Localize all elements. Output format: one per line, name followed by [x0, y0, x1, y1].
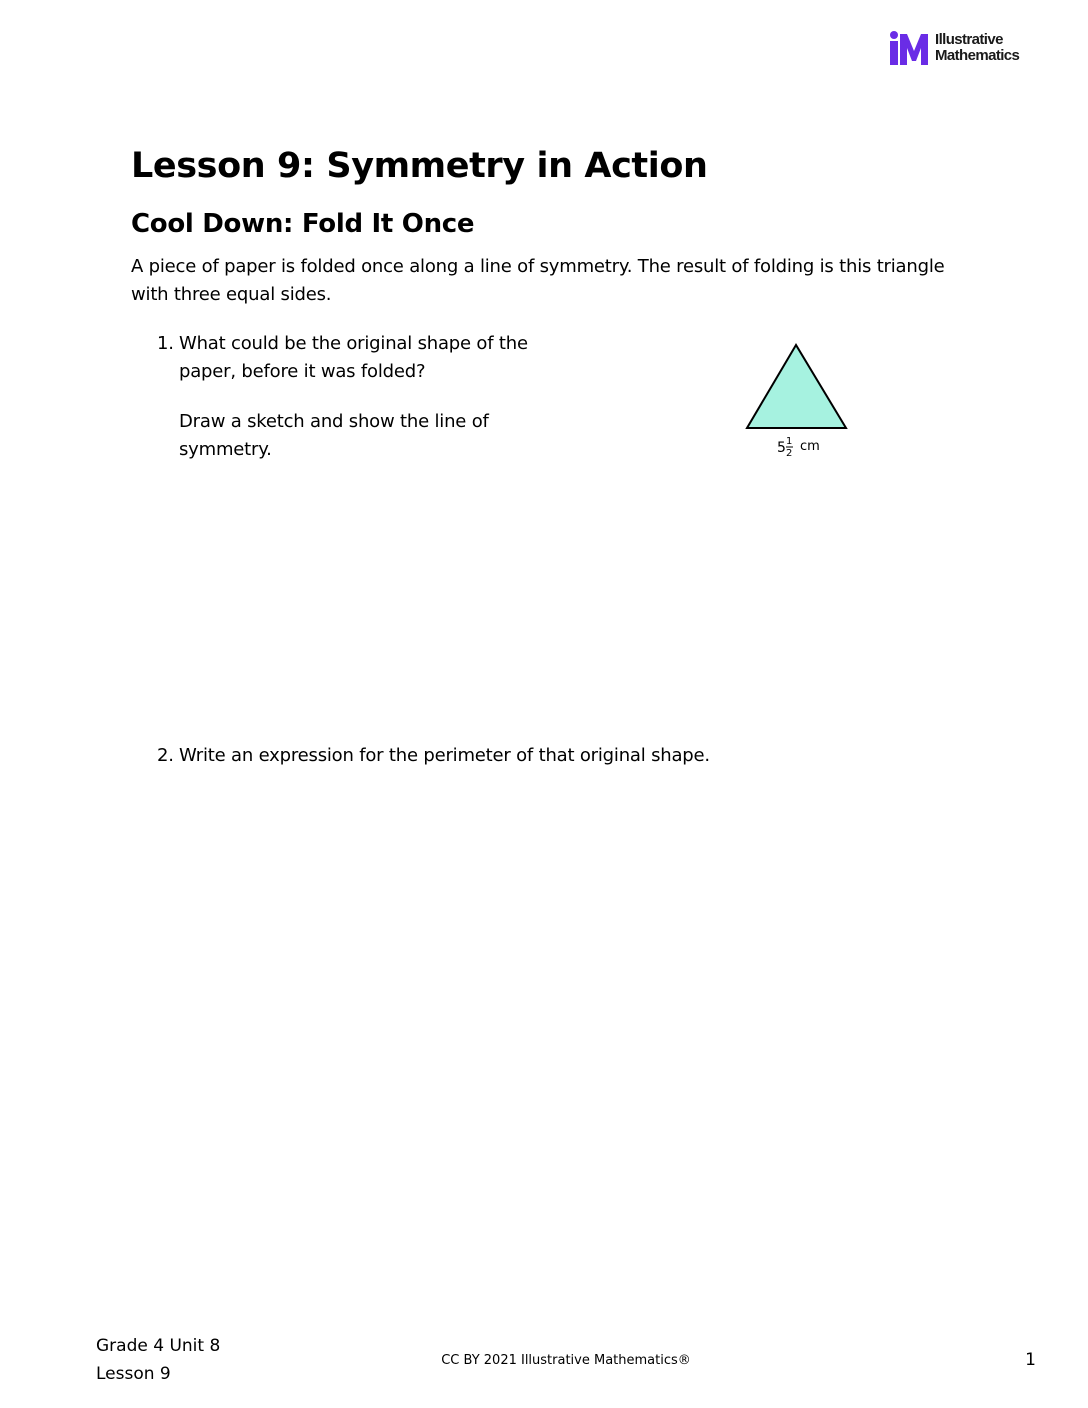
logo-wordmark: [935, 32, 1019, 64]
equilateral-triangle-figure: [740, 340, 855, 465]
side-length-whole: 5: [777, 440, 786, 456]
question-2-number: 2.: [157, 745, 174, 766]
intro-text: A piece of paper is folded once along a line of symmetry. The result of folding is this triangle with three equal sides.: [131, 256, 945, 305]
section-title: Cool Down: Fold It Once: [131, 209, 475, 239]
illustrative-mathematics-logo: [889, 31, 1049, 67]
footer-lesson: Lesson 9: [96, 1364, 171, 1384]
logo-line-1: Illustrative: [935, 31, 1003, 48]
page-number: 1: [1025, 1350, 1036, 1370]
lesson-title: Lesson 9: Symmetry in Action: [131, 146, 708, 186]
equilateral-triangle: [747, 345, 846, 428]
footer-grade-unit: Grade 4 Unit 8: [96, 1336, 221, 1356]
footer-copyright: CC BY 2021 Illustrative Mathematics®: [441, 1353, 691, 1368]
question-1-subtext: Draw a sketch and show the line of symmetry.: [179, 411, 489, 460]
im-logo-icon: [889, 31, 931, 67]
side-length-numerator: 1: [786, 436, 793, 447]
question-2-text: Write an expression for the perimeter of that original shape.: [179, 745, 710, 766]
question-1-number: 1.: [157, 333, 174, 354]
logo-line-2: Mathematics: [935, 47, 1020, 64]
side-length-unit: cm: [800, 439, 820, 454]
question-1-text: What could be the original shape of the paper, before it was folded?: [179, 333, 528, 382]
side-length-denominator: 2: [786, 448, 793, 459]
